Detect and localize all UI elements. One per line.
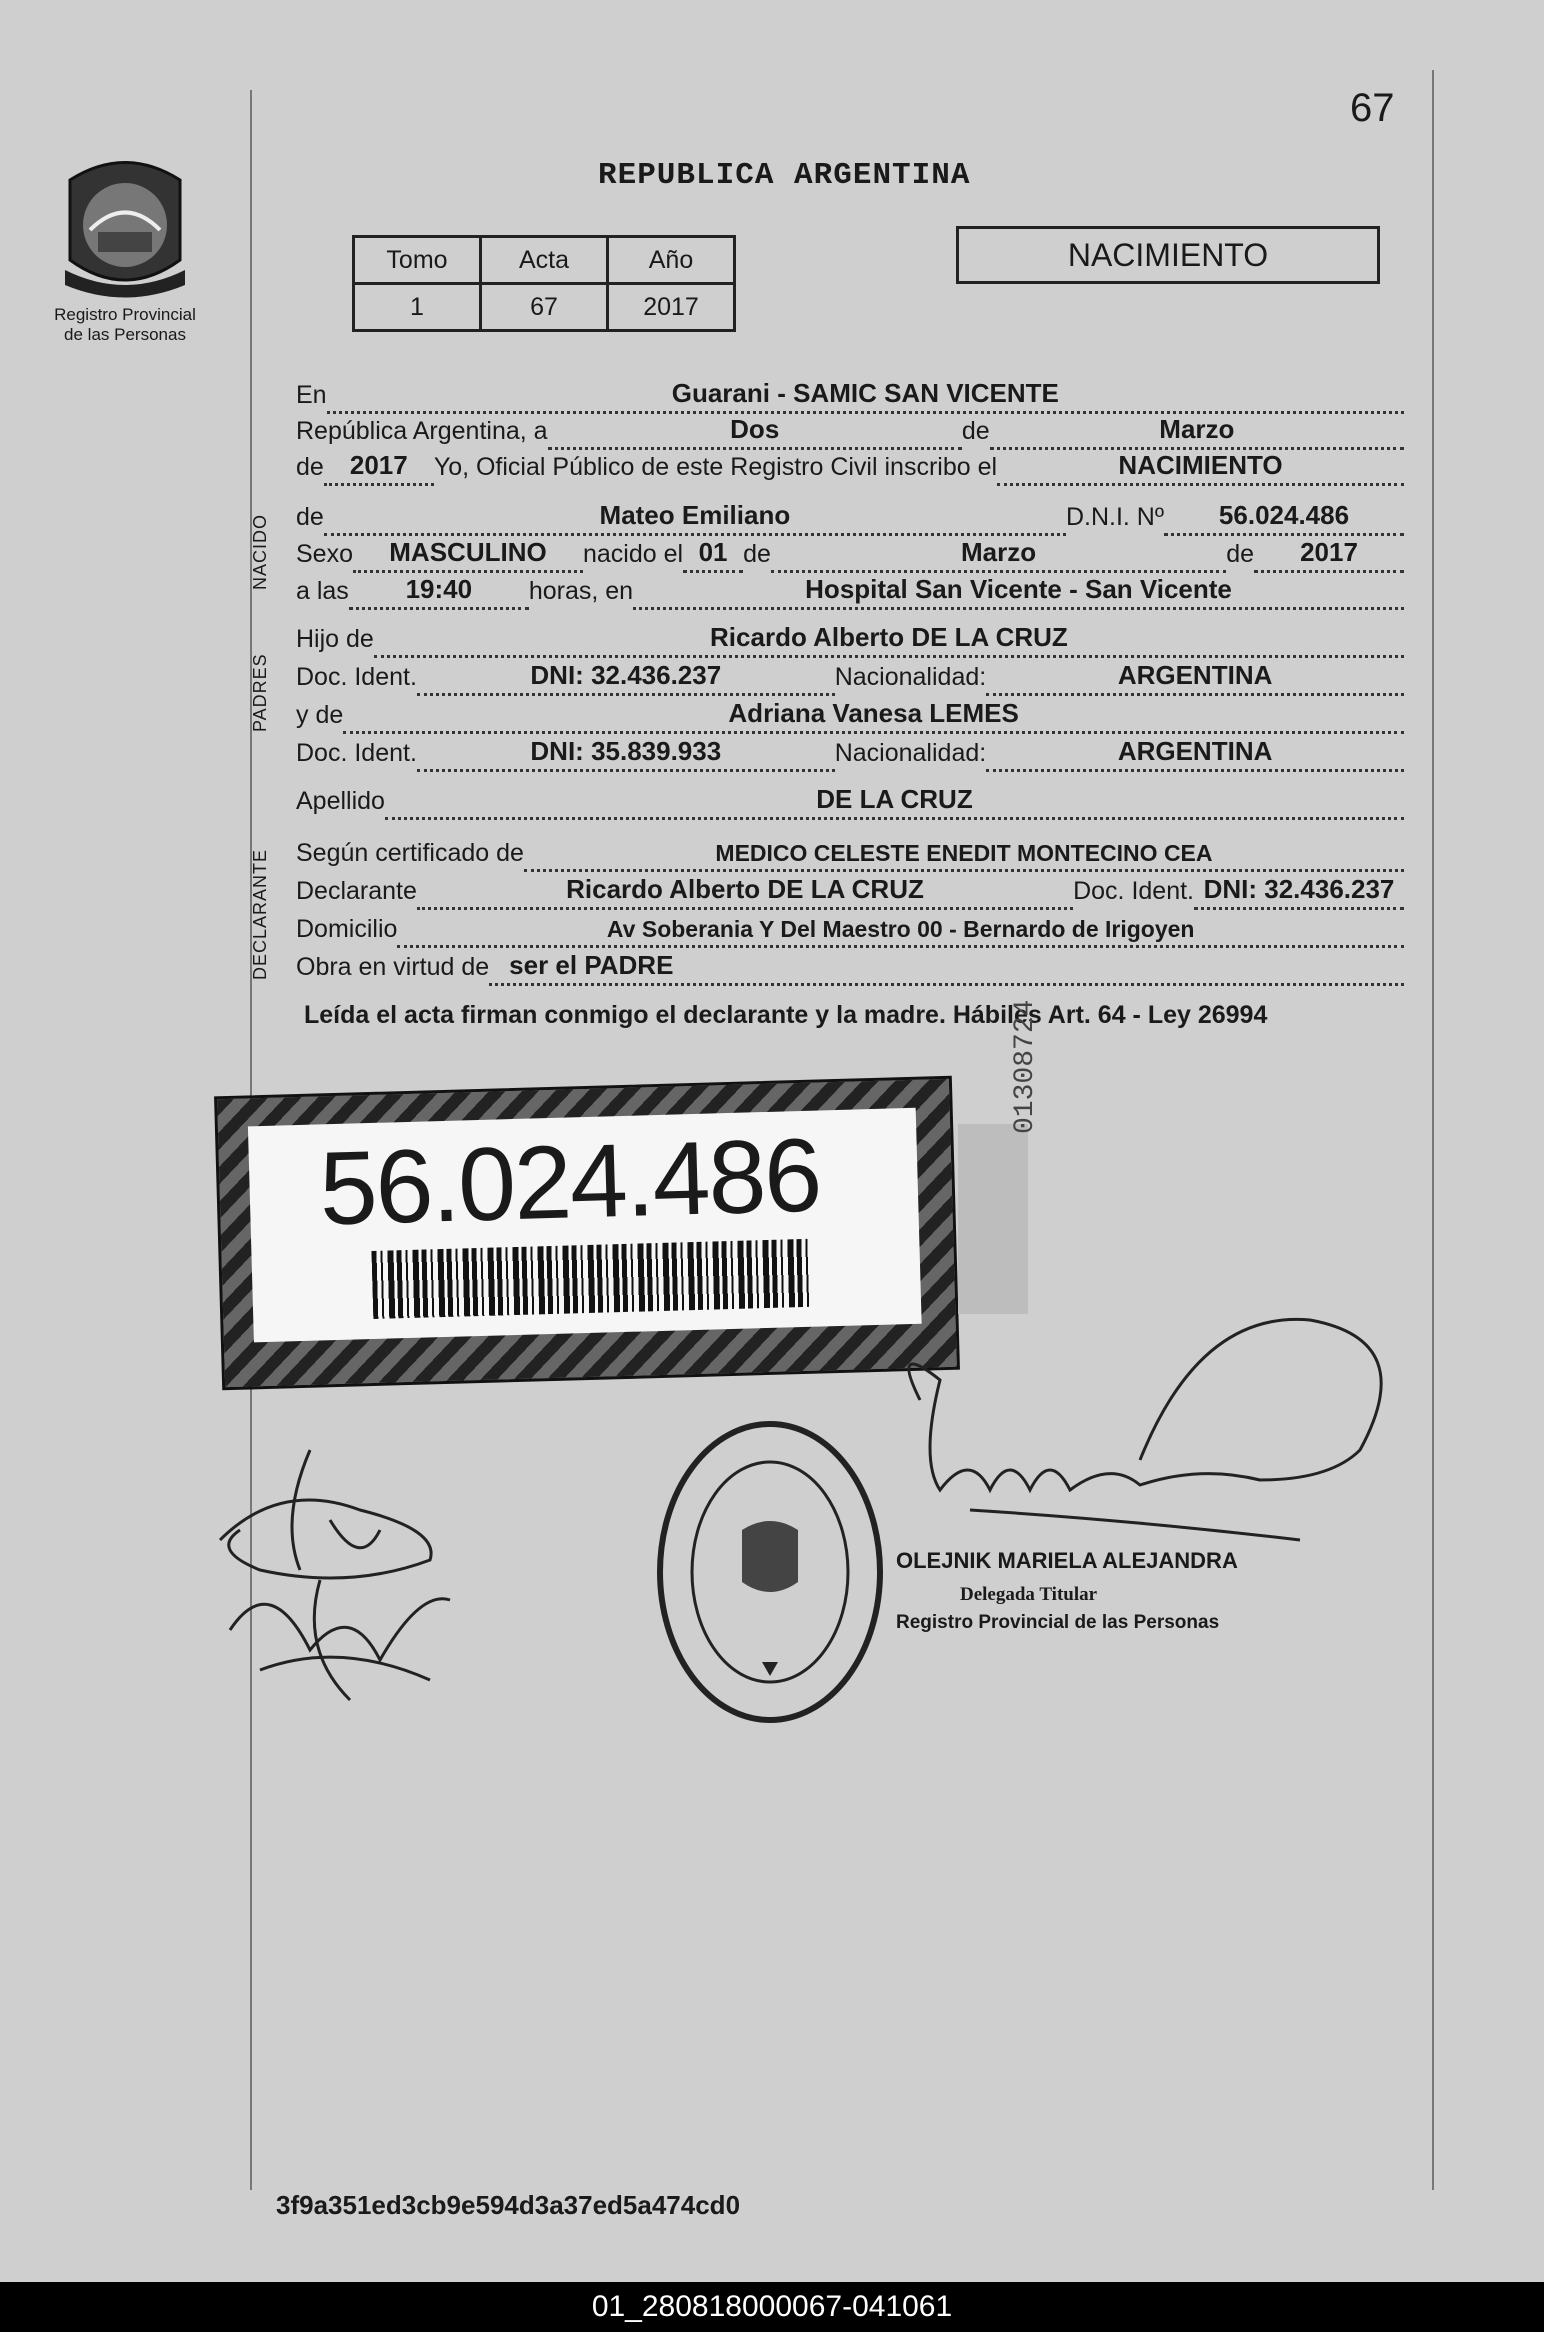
side-label-padres: PADRES [250, 653, 270, 732]
barcode-number: 56.024.486 [318, 1117, 822, 1248]
birth-month: Marzo [960, 537, 1037, 567]
row-republica: República Argentina, a Dos de Marzo [296, 414, 1404, 450]
row-anio: de 2017 Yo, Oficial Público de este Registro Civil inscribo el NACIMIENTO [296, 450, 1404, 486]
father-nationality: ARGENTINA [1117, 660, 1273, 690]
serial-number: 01308724 [1010, 999, 1041, 1134]
row-nombre: de Mateo Emiliano D.N.I. Nº 56.024.486 [296, 500, 1404, 536]
registry-stamp [650, 1412, 890, 1732]
record-type-box: NACIMIENTO [956, 226, 1380, 284]
row-madre-doc: Doc. Ident. DNI: 35.839.933 Nacionalidad: ARGENTINA [296, 736, 1404, 772]
province-seal-icon [40, 150, 210, 300]
barcode-icon [371, 1239, 813, 1319]
child-dni: 56.024.486 [1218, 500, 1350, 530]
row-padre-doc: Doc. Ident. DNI: 32.436.237 Nacionalidad: ARGENTINA [296, 660, 1404, 696]
document-hash: 3f9a351ed3cb9e594d3a37ed5a474cd0 [276, 2190, 741, 2220]
certificate-value: MEDICO CELESTE ENEDIT MONTECINO CEA [715, 840, 1213, 866]
side-label-declarante: DECLARANTE [250, 848, 270, 980]
inscription-value: NACIMIENTO [1118, 450, 1283, 480]
row-hora: a las 19:40 horas, en Hospital San Vicente - San Vicente [296, 574, 1404, 610]
document-heading: REPUBLICA ARGENTINA [598, 158, 971, 193]
file-footer: 01_280818000067-041061 [0, 2282, 1544, 2332]
official-role: Delegada Titular [960, 1584, 1098, 1605]
declarant-doc: DNI: 32.436.237 [1203, 874, 1395, 904]
row-padre: Hijo de Ricardo Alberto DE LA CRUZ [296, 622, 1404, 658]
row-en: En Guarani - SAMIC SAN VICENTE [296, 378, 1404, 414]
row-certificado: Según certificado de MEDICO CELESTE ENEDIT MONTECINO CEA [296, 836, 1404, 872]
address-value: Av Soberania Y Del Maestro 00 - Bernardo de Irigoyen [606, 916, 1195, 942]
closing-text: Leída el acta firman conmigo el declarante y la madre. Hábiles Art. 64 - Ley 26994 [304, 1001, 1268, 1029]
tomo-acta-table [352, 235, 736, 332]
mother-name: Adriana Vanesa LEMES [728, 698, 1019, 728]
right-margin-line [1432, 70, 1434, 2190]
year-value: 2017 [349, 450, 408, 480]
row-apellido: Apellido DE LA CRUZ [296, 784, 1404, 820]
logo-caption-1: Registro Provincial [54, 305, 196, 324]
acta-value: 67 [481, 284, 608, 331]
birth-day: 01 [698, 537, 728, 567]
day-value: Dos [730, 414, 780, 444]
surname-value: DE LA CRUZ [816, 784, 973, 814]
place-value: Guarani - SAMIC SAN VICENTE [671, 378, 1059, 408]
row-obra: Obra en virtud de ser el PADRE [296, 950, 1404, 986]
father-doc: DNI: 32.436.237 [530, 660, 722, 690]
row-sexo: Sexo MASCULINO nacido el 01 de Marzo de 2017 [296, 537, 1404, 573]
anio-header: Año [608, 237, 735, 284]
birth-time: 19:40 [405, 574, 473, 604]
tomo-header: Tomo [354, 237, 481, 284]
anio-value: 2017 [608, 284, 735, 331]
declarant-name: Ricardo Alberto DE LA CRUZ [566, 874, 924, 904]
acta-header: Acta [481, 237, 608, 284]
father-name: Ricardo Alberto DE LA CRUZ [710, 622, 1068, 652]
page-number: 67 [1350, 86, 1395, 130]
obra-value: ser el PADRE [509, 950, 674, 980]
birth-year: 2017 [1300, 537, 1358, 567]
barcode-sticker [214, 1076, 960, 1390]
row-domicilio: Domicilio Av Soberania Y Del Maestro 00 - Bernardo de Irigoyen [296, 912, 1404, 948]
sex-value: MASCULINO [389, 537, 547, 567]
row-madre: y de Adriana Vanesa LEMES [296, 698, 1404, 734]
month-value: Marzo [1159, 414, 1235, 444]
side-label-nacido: NACIDO [250, 513, 270, 590]
logo-caption-2: de las Personas [64, 325, 186, 344]
mother-nationality: ARGENTINA [1117, 736, 1273, 766]
stamp-icon [650, 1412, 890, 1732]
row-declarante: Declarante Ricardo Alberto DE LA CRUZ Doc. Ident. DNI: 32.436.237 [296, 874, 1404, 910]
tomo-value: 1 [354, 284, 481, 331]
declarant-signature-icon [200, 1420, 460, 1710]
birth-place: Hospital San Vicente - San Vicente [805, 574, 1232, 604]
official-office: Registro Provincial de las Personas [896, 1612, 1220, 1633]
province-logo [40, 150, 210, 350]
official-name: OLEJNIK MARIELA ALEJANDRA [896, 1548, 1238, 1573]
mother-doc: DNI: 35.839.933 [530, 736, 722, 766]
child-name: Mateo Emiliano [599, 500, 791, 530]
